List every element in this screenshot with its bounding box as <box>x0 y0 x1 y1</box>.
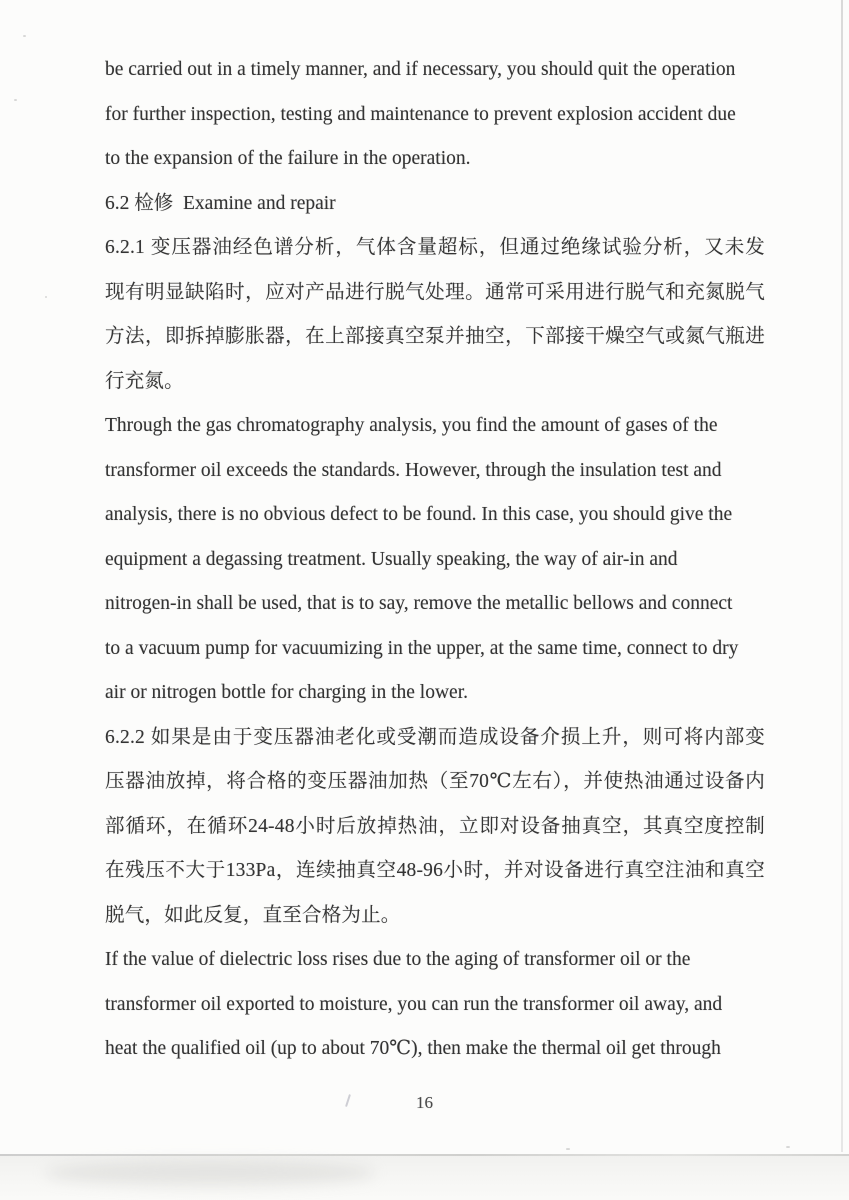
text-line: for further inspection, testing and maintenance to prevent explosion accident due <box>105 103 736 125</box>
text-line: to the expansion of the failure in the operation. <box>105 148 471 169</box>
text-line: 部循环，在循环24-48小时后放掉热油，立即对设备抽真空，其真空度控制 <box>105 815 765 837</box>
scan-smudge <box>45 1160 375 1186</box>
text-line: 6.2.2 如果是由于变压器油老化或受潮而造成设备介损上升，则可将内部变 <box>105 726 765 748</box>
text-line: to a vacuum pump for vacuumizing in the upper, at the same time, connect to dry <box>105 637 739 659</box>
scan-speck <box>786 1146 790 1148</box>
text-line: transformer oil exported to moisture, you can run the transformer oil away, and <box>105 993 723 1015</box>
scan-speck <box>23 35 26 37</box>
scan-edge-line-right <box>841 0 843 1152</box>
text-line: equipment a degassing treatment. Usually speaking, the way of air-in and <box>105 548 678 570</box>
scan-speck <box>14 99 17 101</box>
text-line: 行充氮。 <box>105 370 184 392</box>
section-heading-6-2: 6.2 检修 Examine and repair <box>105 192 336 214</box>
text-line: Through the gas chromatography analysis, you find the amount of gases of the <box>105 415 718 436</box>
text-line: be carried out in a timely manner, and if necessary, you should quit the operation <box>105 59 736 80</box>
text-line: air or nitrogen bottle for charging in the lower. <box>105 682 468 703</box>
text-line: transformer oil exceeds the standards. However, through the insulation test and <box>105 459 722 481</box>
document-text-block <box>105 48 765 1072</box>
text-line: 现有明显缺陷时，应对产品进行脱气处理。通常可采用进行脱气和充氮脱气 <box>105 281 765 303</box>
page-number: 16 <box>416 1093 433 1112</box>
text-line: 6.2.1 变压器油经色谱分析，气体含量超标，但通过绝缘试验分析，又未发 <box>105 237 765 258</box>
text-line: analysis, there is no obvious defect to be found. In this case, you should give the <box>105 504 733 525</box>
text-line: If the value of dielectric loss rises due to the aging of transformer oil or the <box>105 949 691 970</box>
text-line: 压器油放掉，将合格的变压器油加热（至70℃左右），并使热油通过设备内 <box>105 771 765 792</box>
text-line: nitrogen-in shall be used, that is to say, remove the metallic bellows and connect <box>105 593 733 614</box>
text-line: 脱气，如此反复，直至合格为止。 <box>105 904 401 926</box>
text-line: 方法，即拆掉膨胀器，在上部接真空泵并抽空，下部接干燥空气或氮气瓶进 <box>105 326 765 347</box>
text-line: heat the qualified oil (up to about 70℃), then make the thermal oil get through <box>105 1038 721 1059</box>
scan-speck <box>566 1148 570 1150</box>
text-line: 在残压不大于133Pa，连续抽真空48-96小时，并对设备进行真空注油和真空 <box>105 860 765 881</box>
scan-speck <box>45 296 47 298</box>
